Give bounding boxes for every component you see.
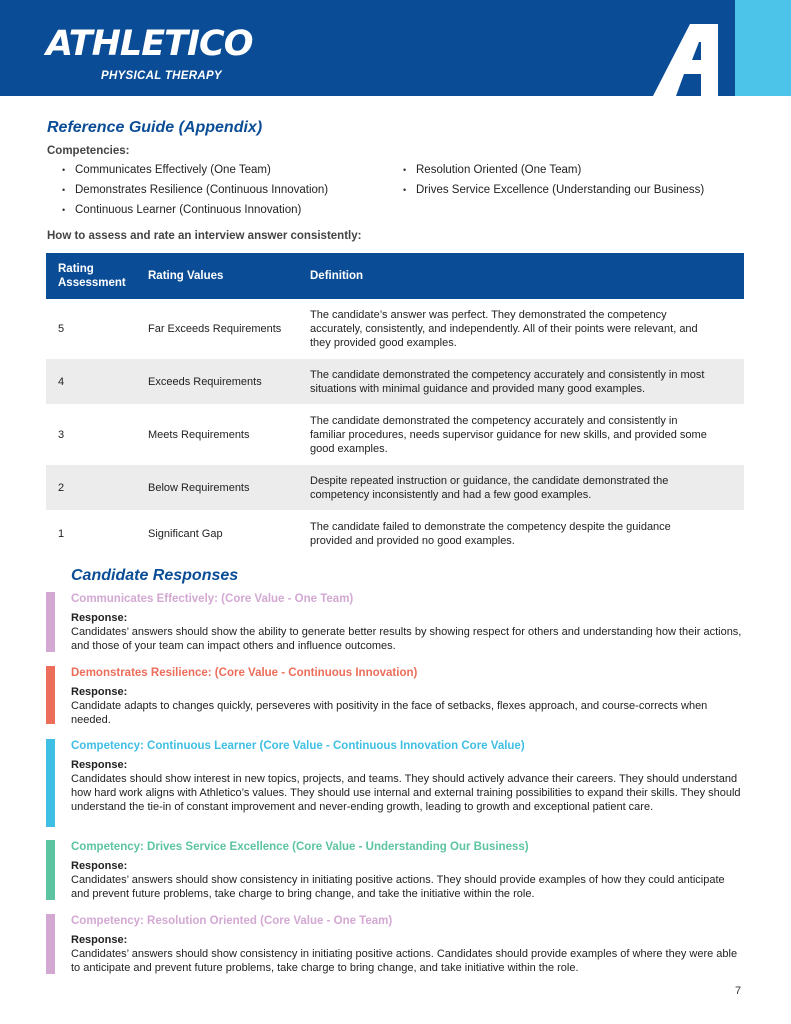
competency-list-left bbox=[62, 160, 328, 220]
definition-cell: The candidate demonstrated the competency accurately and consistently in most situations with minimal guidance and provided many good examples. bbox=[298, 359, 744, 404]
response-block bbox=[46, 666, 746, 724]
competency-item: • Demonstrates Resilience (Continuous Innovation) bbox=[62, 180, 328, 200]
value-cell: Exceeds Requirements bbox=[136, 359, 298, 404]
response-title: Competency: Continuous Learner (Core Value - Continuous Innovation Core Value) bbox=[71, 740, 525, 752]
response-label: Response: bbox=[71, 686, 128, 698]
response-color-bar bbox=[46, 840, 55, 900]
response-color-bar bbox=[46, 914, 55, 974]
candidate-responses-title: Candidate Responses bbox=[71, 567, 239, 584]
value-cell: Meets Requirements bbox=[148, 428, 250, 441]
value-cell: Far Exceeds Requirements bbox=[148, 323, 282, 335]
page-number: 7 bbox=[735, 985, 742, 997]
competency-item: • Communicates Effectively (One Team) bbox=[62, 160, 328, 180]
response-block bbox=[46, 592, 746, 652]
competencies-label: Competencies: bbox=[47, 145, 130, 157]
reference-guide-title: Reference Guide (Appendix) bbox=[47, 119, 263, 136]
response-text: Candidates’ answers should show consistency in initiating positive actions. They should provide examples of how they could anticipate and prevent future problems, take charge to bring change, and take the initiative within the role. bbox=[71, 874, 725, 900]
table-row bbox=[46, 359, 744, 404]
assess-instructions: How to assess and rate an interview answer consistently: bbox=[47, 230, 362, 242]
response-color-bar bbox=[46, 666, 55, 724]
response-title: Competency: Resolution Oriented (Core Value - One Team) bbox=[71, 915, 393, 927]
table-row bbox=[46, 299, 744, 359]
response-label: Response: bbox=[71, 934, 128, 946]
response-block bbox=[46, 739, 746, 827]
response-title: Demonstrates Resilience: (Core Value - Continuous Innovation) bbox=[71, 667, 418, 679]
definition-cell: The candidate’s answer was perfect. They demonstrated the competency accurately, consistently, and independently. All of their points were relevant, and they provided good examples. bbox=[310, 309, 698, 349]
competency-item: • Drives Service Excellence (Understanding our Business) bbox=[403, 180, 704, 200]
rating-cell: 2 bbox=[46, 465, 136, 510]
response-label: Response: bbox=[71, 612, 128, 624]
table-row bbox=[46, 404, 744, 465]
response-color-bar bbox=[46, 739, 55, 827]
rating-table bbox=[46, 253, 744, 558]
definition-cell: Despite repeated instruction or guidance, the candidate demonstrated the competency inconsistently and had a few good examples. bbox=[298, 465, 744, 510]
rating-cell: 5 bbox=[58, 323, 65, 335]
response-label: Response: bbox=[71, 759, 128, 771]
brand-name: ATHLETICO bbox=[46, 24, 253, 64]
column-header-rating: Rating Assessment bbox=[46, 253, 136, 299]
response-text: Candidates’ answers should show the ability to generate better results by showing respect for others and understanding how their actions, and those of your team can impact others and influence outcomes. bbox=[71, 626, 742, 652]
response-text: Candidates’ answers should show consistency in initiating positive actions. Candidates should provide examples of where they were able to anticipate and prevent future problems, take charge to bring change, and take initiative within the role. bbox=[71, 948, 738, 974]
definition-cell: The candidate failed to demonstrate the competency despite the guidance provided and provided no good examples. bbox=[310, 521, 671, 547]
response-color-bar bbox=[46, 592, 55, 652]
competency-item: • Resolution Oriented (One Team) bbox=[403, 160, 704, 180]
table-header-row bbox=[46, 253, 744, 299]
page-header bbox=[0, 0, 791, 96]
response-label: Response: bbox=[71, 860, 128, 872]
definition-cell: The candidate demonstrated the competency accurately and consistently in familiar procedures, needs supervisor guidance for new skills, and provided some good examples. bbox=[310, 414, 707, 455]
rating-cell: 1 bbox=[58, 528, 65, 540]
response-text: Candidate adapts to changes quickly, perseveres with positivity in the face of setbacks, flexes approach, and course-corrects when needed. bbox=[71, 700, 708, 726]
value-cell: Below Requirements bbox=[136, 465, 298, 510]
value-cell: Significant Gap bbox=[148, 528, 223, 540]
brand-subtitle: PHYSICAL THERAPY bbox=[101, 70, 222, 82]
response-block bbox=[46, 840, 746, 900]
competency-list-right bbox=[403, 160, 704, 200]
response-block bbox=[46, 914, 746, 974]
column-header-values: Rating Values bbox=[136, 253, 298, 299]
response-text: Candidates should show interest in new topics, projects, and teams. They should actively advance their careers. They should understand how hard work aligns with Athletico’s values. They should use internal and external training possibilities to expand their skills. They should understand the tie-in of constant improvement and never-ending growth, leading to growth and exceptional patient care. bbox=[71, 773, 741, 813]
table-row bbox=[46, 510, 744, 558]
competency-item: • Continuous Learner (Continuous Innovation) bbox=[62, 200, 328, 220]
rating-cell: 3 bbox=[58, 428, 65, 441]
response-title: Competency: Drives Service Excellence (Core Value - Understanding Our Business) bbox=[71, 841, 529, 853]
column-header-definition: Definition bbox=[298, 253, 744, 299]
response-title: Communicates Effectively: (Core Value - One Team) bbox=[71, 593, 354, 605]
table-row bbox=[46, 465, 744, 510]
rating-cell: 4 bbox=[46, 359, 136, 404]
